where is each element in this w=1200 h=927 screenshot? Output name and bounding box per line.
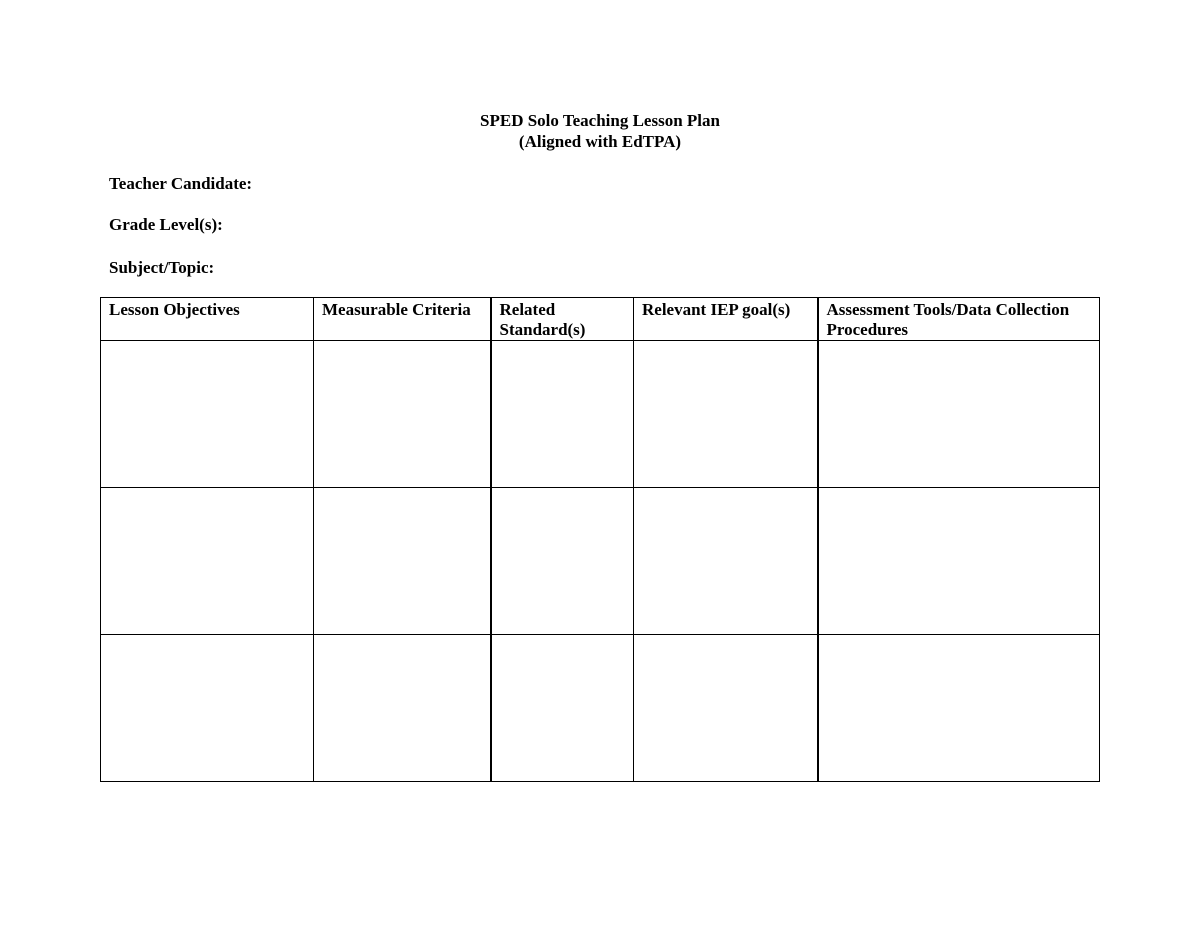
table-cell[interactable] xyxy=(101,635,314,782)
table-cell[interactable] xyxy=(634,635,818,782)
subject-topic-label: Subject/Topic: xyxy=(109,258,215,277)
table-cell[interactable] xyxy=(818,341,1100,488)
document-header xyxy=(0,110,1200,152)
teacher-candidate-label: Teacher Candidate: xyxy=(109,174,253,193)
grade-level-label: Grade Level(s): xyxy=(109,215,223,234)
document-subtitle: (Aligned with EdTPA) xyxy=(518,132,682,151)
table-cell[interactable] xyxy=(491,635,634,782)
table-cell[interactable] xyxy=(818,635,1100,782)
table-cell[interactable] xyxy=(314,341,491,488)
header-lesson-objectives: Lesson Objectives xyxy=(101,298,314,341)
table-cell[interactable] xyxy=(634,488,818,635)
header-assessment-tools: Assessment Tools/Data Collection Procedures xyxy=(818,298,1100,341)
table-cell[interactable] xyxy=(314,635,491,782)
table-row xyxy=(101,488,1100,635)
table-cell[interactable] xyxy=(634,341,818,488)
lesson-plan-table xyxy=(100,297,1100,782)
table-row xyxy=(101,341,1100,488)
table-row xyxy=(101,635,1100,782)
table-cell[interactable] xyxy=(101,488,314,635)
table-cell[interactable] xyxy=(818,488,1100,635)
header-measurable-criteria: Measurable Criteria xyxy=(314,298,491,341)
header-related-standards: Related Standard(s) xyxy=(491,298,634,341)
table-cell[interactable] xyxy=(314,488,491,635)
header-relevant-iep-goals: Relevant IEP goal(s) xyxy=(634,298,818,341)
table-cell[interactable] xyxy=(491,341,634,488)
table-header-row xyxy=(101,298,1100,341)
table-cell[interactable] xyxy=(101,341,314,488)
table-cell[interactable] xyxy=(491,488,634,635)
document-title: SPED Solo Teaching Lesson Plan xyxy=(480,111,720,130)
